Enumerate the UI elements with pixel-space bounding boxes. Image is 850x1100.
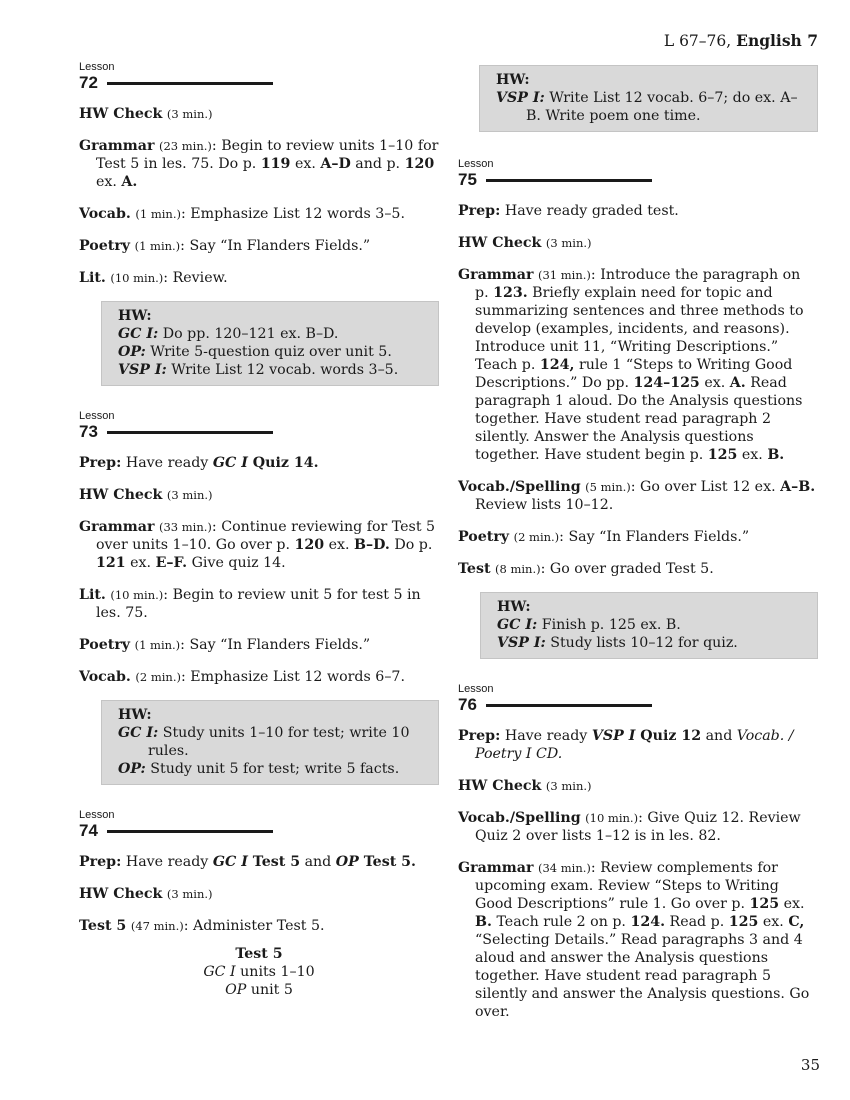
- lit-entry: Lit. (10 min.): Begin to review unit 5 for test 5 in les. 75.: [79, 587, 421, 621]
- homework-box: [479, 65, 818, 132]
- homework-item: GC I: Finish p. 125 ex. B.: [497, 617, 681, 633]
- homework-title: HW:: [497, 599, 531, 615]
- lesson-rule: [107, 82, 273, 85]
- lesson-heading: [79, 809, 439, 841]
- vocab-spelling-entry: Vocab./Spelling (10 min.): Give Quiz 12. Review Quiz 2 over lists 1–12 is in les. 82.: [458, 810, 801, 844]
- prep-entry: Prep: Have ready GC I Test 5 and OP Test 5.: [79, 854, 416, 870]
- hw-check-entry: HW Check (3 min.): [458, 235, 592, 251]
- test-entry: Test (8 min.): Go over graded Test 5.: [458, 561, 714, 577]
- lesson-number: 76: [458, 695, 477, 714]
- lesson-heading: [79, 410, 439, 442]
- poetry-entry: Poetry (1 min.): Say “In Flanders Fields.”: [79, 637, 371, 653]
- lesson-heading: [79, 61, 439, 93]
- homework-title: HW:: [496, 72, 530, 88]
- prep-entry: Prep: Have ready GC I Quiz 14.: [79, 455, 319, 471]
- hw-check-entry: HW Check (3 min.): [79, 106, 213, 122]
- header-range: L 67–76,: [663, 32, 732, 50]
- homework-item: VSP I: Write List 12 vocab. words 3–5.: [118, 362, 399, 378]
- lesson-rule: [486, 179, 652, 182]
- right-column: [458, 61, 818, 1035]
- homework-box: [101, 700, 439, 785]
- grammar-entry: Grammar (33 min.): Continue reviewing for Test 5 over units 1–10. Go over p. 120 ex. B–D. Do p. 121 ex. E–F. Give quiz 14.: [79, 519, 436, 571]
- homework-item: OP: Study unit 5 for test; write 5 facts.: [118, 761, 400, 777]
- page-number: 35: [800, 1056, 820, 1074]
- running-header: [664, 32, 818, 50]
- poetry-entry: Poetry (1 min.): Say “In Flanders Fields.”: [79, 238, 371, 254]
- vocab-entry: Vocab. (1 min.): Emphasize List 12 words 3–5.: [79, 206, 405, 222]
- homework-item: GC I: Do pp. 120–121 ex. B–D.: [118, 326, 339, 342]
- grammar-entry: Grammar (31 min.): Introduce the paragraph on p. 123. Briefly explain need for topic and summarizing sentences and three methods to develop (examples, incidents, and reasons). Introduce unit 11, “Writing Descriptions.” Teach p. 124, rule 1 “Steps to Writing Good Descriptions.” Do pp. 124–125 ex. A. Read paragraph 1 aloud. Do the Analysis questions together. Have student read paragraph 2 silently. Answer the Analysis questions together. Have student begin p. 125 ex. B.: [458, 267, 804, 463]
- lesson-73: [79, 410, 439, 785]
- lesson-label: Lesson: [79, 61, 115, 73]
- test-line: GC I units 1–10: [203, 964, 315, 980]
- lesson-76: [458, 683, 818, 1021]
- homework-item: OP: Write 5-question quiz over unit 5.: [118, 344, 392, 360]
- lesson-rule: [107, 830, 273, 833]
- lesson-rule: [107, 431, 273, 434]
- lesson-75: [458, 158, 818, 659]
- grammar-entry: Grammar (34 min.): Review complements for upcoming exam. Review “Steps to Writing Good Descriptions” rule 1. Go over p. 125 ex. B. Teach rule 2 on p. 124. Read p. 125 ex. C, “Selecting Details.” Read paragraphs 3 and 4 aloud and answer the Analysis questions together. Have student read paragraph 5 silently and answer the Analysis questions. Go over.: [458, 860, 810, 1020]
- lesson-number: 74: [79, 821, 98, 840]
- test-entry: Test 5 (47 min.): Administer Test 5.: [79, 918, 325, 934]
- vocab-entry: Vocab. (2 min.): Emphasize List 12 words 6–7.: [79, 669, 405, 685]
- hw-check-entry: HW Check (3 min.): [79, 886, 213, 902]
- homework-item: GC I: Study units 1–10 for test; write 10 rules.: [118, 725, 410, 759]
- header-course: English 7: [736, 31, 818, 50]
- lesson-label: Lesson: [79, 809, 115, 821]
- homework-item: VSP I: Write List 12 vocab. 6–7; do ex. A–B. Write poem one time.: [496, 90, 798, 124]
- homework-item: VSP I: Study lists 10–12 for quiz.: [497, 635, 738, 651]
- lesson-number: 75: [458, 170, 477, 189]
- prep-entry: Prep: Have ready VSP I Quiz 12 and Vocab. / Poetry I CD.: [458, 728, 794, 762]
- homework-box: [480, 592, 818, 659]
- homework-title: HW:: [118, 707, 152, 723]
- test-line: OP unit 5: [225, 982, 293, 998]
- lesson-number: 72: [79, 73, 98, 92]
- hw-check-entry: HW Check (3 min.): [79, 487, 213, 503]
- hw-check-entry: HW Check (3 min.): [458, 778, 592, 794]
- lesson-rule: [486, 704, 652, 707]
- lesson-heading: [458, 158, 818, 190]
- lesson-number: 73: [79, 422, 98, 441]
- test-title: Test 5: [235, 946, 283, 962]
- lesson-72: [79, 61, 439, 386]
- lesson-label: Lesson: [458, 158, 494, 170]
- prep-entry: Prep: Have ready graded test.: [458, 203, 679, 219]
- grammar-entry: Grammar (23 min.): Begin to review units 1–10 for Test 5 in les. 75. Do p. 119 ex. A–D and p. 120 ex. A.: [79, 138, 439, 190]
- homework-title: HW:: [118, 308, 152, 324]
- test-contents-block: [79, 945, 439, 999]
- lesson-label: Lesson: [458, 683, 494, 695]
- lesson-heading: [458, 683, 818, 715]
- left-column: [79, 61, 439, 999]
- poetry-entry: Poetry (2 min.): Say “In Flanders Fields.”: [458, 529, 750, 545]
- lit-entry: Lit. (10 min.): Review.: [79, 270, 228, 286]
- homework-box: [101, 301, 439, 386]
- vocab-spelling-entry: Vocab./Spelling (5 min.): Go over List 12 ex. A–B. Review lists 10–12.: [458, 479, 816, 513]
- lesson-label: Lesson: [79, 410, 115, 422]
- lesson-74: [79, 809, 439, 999]
